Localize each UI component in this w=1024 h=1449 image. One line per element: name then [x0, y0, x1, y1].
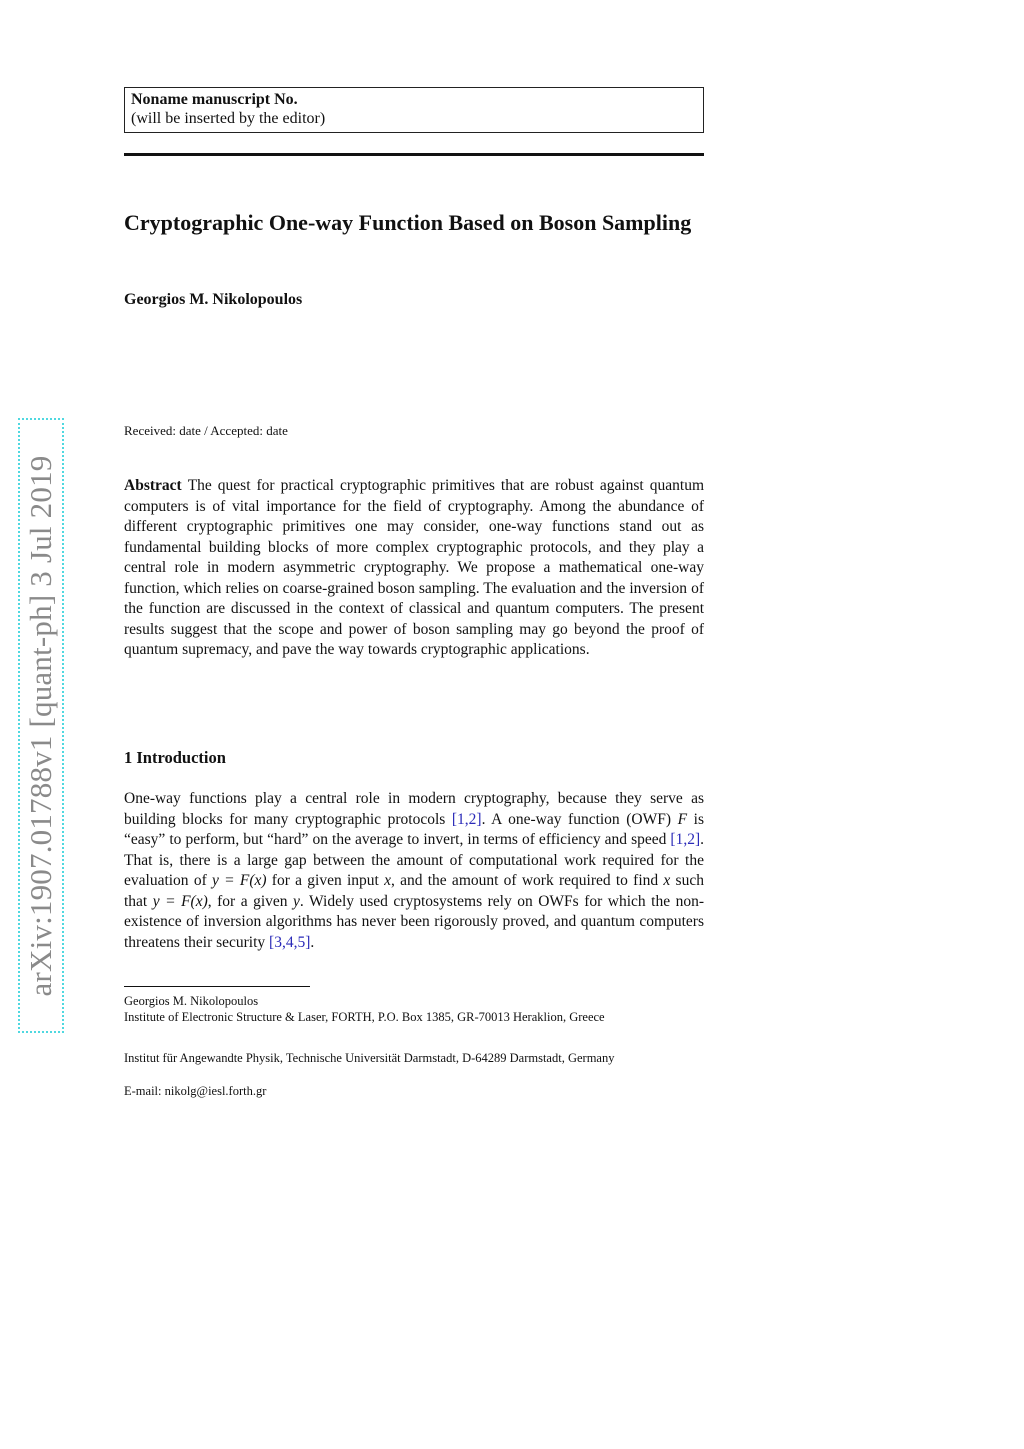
footnote-affiliation: Institut für Angewandte Physik, Technische Universität Darmstadt, D-64289 Darmstadt, Germany	[124, 1051, 615, 1065]
footnote-rule	[124, 986, 310, 987]
manuscript-editor-note: (will be inserted by the editor)	[131, 110, 326, 127]
footnote-author: Georgios M. Nikolopoulos	[124, 994, 259, 1008]
math-expression: y = F(x)	[212, 872, 267, 889]
math-expression: y = F(x)	[152, 892, 208, 910]
intro-text: for a given input	[266, 872, 385, 889]
manuscript-number: Noname manuscript No.	[131, 91, 298, 108]
arxiv-stamp	[18, 418, 64, 1033]
intro-text: . That is, there is a large gap between the amount of computational work required for the evaluation of	[124, 831, 704, 889]
intro-text: is “easy” to perform, but “hard” on the average to invert, in terms of efficiency and speed	[124, 810, 704, 848]
intro-text: , and the amount of work required to find	[390, 872, 664, 889]
intro-text: . A one-way function (OWF)	[481, 810, 678, 828]
paper-title: Cryptographic One-way Function Based on Boson Sampling	[124, 210, 692, 235]
manuscript-box	[124, 87, 704, 133]
intro-paragraph	[124, 789, 704, 953]
section-heading	[124, 748, 226, 768]
section-number: 1	[124, 748, 133, 767]
citation-link[interactable]: [1,2]	[451, 810, 482, 828]
arxiv-stamp-text: arXiv:1907.01788v1 [quant-ph] 3 Jul 2019	[23, 455, 58, 996]
intro-text: . Widely used cryptosystems rely on OWFs for which the non-existence of inversion algorithms has never been rigorously proved, and quantum computers threatens their security	[124, 892, 704, 951]
abstract	[124, 476, 704, 661]
author-name: Georgios M. Nikolopoulos	[124, 291, 303, 308]
math-symbol: F	[677, 810, 688, 828]
abstract-text: The quest for practical cryptographic primitives that are robust against quantum computers is of vital importance for the field of cryptography. Among the abundance of different cryptographic primitives one may consider, one-way functions stand out as fundamental building blocks of more complex cryptographic protocols, and they play a central role in modern asymmetric cryptography. We propose a mathematical one-way function, which relies on coarse-grained boson sampling. The evaluation and the inversion of the function are discussed in the context of classical and quantum computers. The present results suggest that the scope and power of boson sampling may go beyond the proof of quantum supremacy, and pave the way towards cryptographic applications.	[124, 477, 704, 658]
intro-text: .	[310, 933, 315, 951]
citation-link[interactable]: [1,2]	[670, 831, 701, 848]
math-symbol: y	[293, 892, 300, 910]
footnote-affiliation: Institute of Electronic Structure & Laser, FORTH, P.O. Box 1385, GR-70013 Heraklion, Greece	[124, 1010, 605, 1024]
section-title: Introduction	[136, 748, 226, 767]
header-rule	[124, 153, 704, 156]
received-date: Received: date / Accepted: date	[124, 423, 288, 438]
footnote-email[interactable]: E-mail: nikolg@iesl.forth.gr	[124, 1084, 267, 1098]
citation-link[interactable]: [3,4,5]	[269, 933, 311, 951]
math-symbol: x	[384, 872, 391, 889]
intro-text: One-way functions play a central role in modern cryptography, because they serve as building blocks for many cryptographic protocols	[124, 790, 704, 828]
intro-text: , for a given	[207, 892, 294, 910]
math-symbol: x	[663, 872, 671, 889]
abstract-label: Abstract	[124, 477, 182, 494]
intro-text: such that	[124, 872, 704, 910]
